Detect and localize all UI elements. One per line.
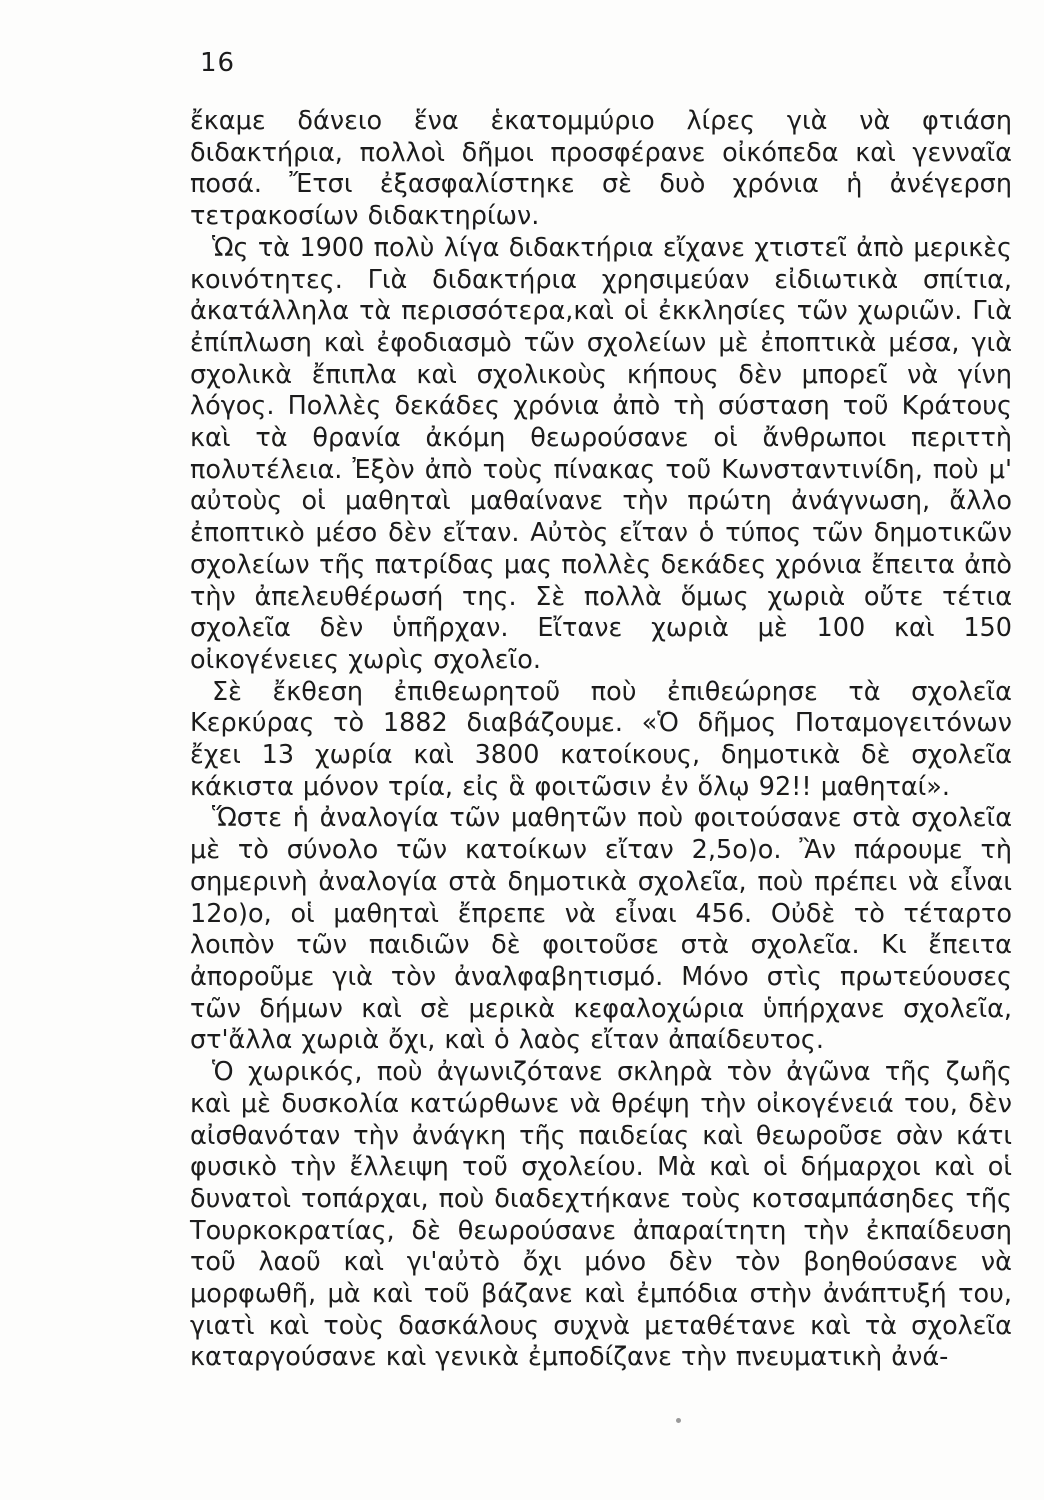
page-number: 16 <box>200 48 236 78</box>
ink-speck <box>676 1418 681 1423</box>
paragraph: Ὥστε ἡ ἀναλογία τῶν μαθητῶν ποὺ φοιτούσανε στὰ σχολεῖα μὲ τὸ σύνολο τῶν κατοίκων εἴταν 2,5ο)ο. Ἂν πάρουμε τὴ σημερινὴ ἀναλογία στὰ δημοτικὰ σχολεῖα, ποὺ πρέπει νὰ εἶναι 12ο)ο, οἱ μαθηταὶ ἔπρεπε νὰ εἶναι 456. Οὐδὲ τὸ τέταρτο λοιπὸν τῶν παιδιῶν δὲ φοιτοῦσε στὰ σχολεῖα. Κι ἔπειτα ἀποροῦμε γιὰ τὸν ἀναλφαβητισμό. Μόνο στὶς πρωτεύουσες τῶν δήμων καὶ σὲ μερικὰ κεφαλοχώρια ὑπήρχανε σχολεῖα, στ'ἄλλα χωριὰ ὄχι, καὶ ὁ λαὸς εἴταν ἀπαίδευτος. <box>190 803 1012 1056</box>
paragraph: ἔκαμε δάνειο ἕνα ἑκατομμύριο λίρες γιὰ νὰ φτιάση διδακτήρια, πολλοὶ δῆμοι προσφέρανε οἰκόπεδα καὶ γενναῖα ποσά. Ἔτσι ἐξασφαλίστηκε σὲ δυὸ χρόνια ἡ ἀνέγερση τετρακοσίων διδακτηρίων. <box>190 106 1012 232</box>
paragraph: Ὡς τὰ 1900 πολὺ λίγα διδακτήρια εἴχανε χτιστεῖ ἀπὸ μερικὲς κοινότητες. Γιὰ διδακτήρια χρησιμεύαν εἰδιωτικὰ σπίτια, ἀκατάλληλα τὰ περισσότερα,καὶ οἱ ἐκκλησίες τῶν χωριῶν. Γιὰ ἐπίπλωση καὶ ἐφοδιασμὸ τῶν σχολείων μὲ ἐποπτικὰ μέσα, γιὰ σχολικὰ ἔπιπλα καὶ σχολικοὺς κήπους δὲν μπορεῖ νὰ γίνη λόγος. Πολλὲς δεκάδες χρόνια ἀπὸ τὴ σύσταση τοῦ Κράτους καὶ τὰ θρανία ἀκόμη θεωρούσανε οἱ ἄνθρωποι περιττὴ πολυτέλεια. Ἐξὸν ἀπὸ τοὺς πίνακας τοῦ Κωνσταντινίδη, ποὺ μ' αὐτοὺς οἱ μαθηταὶ μαθαίνανε τὴν πρώτη ἀνάγνωση, ἄλλο ἐποπτικὸ μέσο δὲν εἴταν. Αὐτὸς εἴταν ὁ τύπος τῶν δημοτικῶν σχολείων τῆς πατρίδας μας πολλὲς δεκάδες χρόνια ἔπειτα ἀπὸ τὴν ἀπελευθέρωσή της. Σὲ πολλὰ ὅμως χωριὰ οὔτε τέτια σχολεῖα δὲν ὑπῆρχαν. Εἴτανε χωριὰ μὲ 100 καὶ 150 οἰκογένειες χωρὶς σχολεῖο. <box>190 232 1012 675</box>
paragraph: Σὲ ἔκθεση ἐπιθεωρητοῦ ποὺ ἐπιθεώρησε τὰ σχολεῖα Κερκύρας τὸ 1882 διαβάζουμε. «Ὁ δῆμος Ποταμογειτόνων ἔχει 13 χωρία καὶ 3800 κατοίκους, δημοτικὰ δὲ σχολεῖα κάκιστα μόνον τρία, εἰς ἃ φοιτῶσιν ἐν ὅλῳ 92!! μαθηταί». <box>190 676 1012 802</box>
body-text <box>190 106 1012 1374</box>
paragraph: Ὁ χωρικός, ποὺ ἀγωνιζότανε σκληρὰ τὸν ἀγῶνα τῆς ζωῆς καὶ μὲ δυσκολία κατώρθωνε νὰ θρέψη τὴν οἰκογένειά του, δὲν αἰσθανόταν τὴν ἀνάγκη τῆς παιδείας καὶ θεωροῦσε σὰν κάτι φυσικὸ τὴν ἔλλειψη τοῦ σχολείου. Μὰ καὶ οἱ δήμαρχοι καὶ οἱ δυνατοὶ τοπάρχαι, ποὺ διαδεχτήκανε τοὺς κοτσαμπάσηδες τῆς Τουρκοκρατίας, δὲ θεωρούσανε ἀπαραίτητη τὴν ἐκπαίδευση τοῦ λαοῦ καὶ γι'αὐτὸ ὄχι μόνο δὲν τὸν βοηθούσανε νὰ μορφωθῆ, μὰ καὶ τοῦ βάζανε καὶ ἐμπόδια στὴν ἀνάπτυξή του, γιατὶ καὶ τοὺς δασκάλους συχνὰ μεταθέτανε καὶ τὰ σχολεῖα καταργούσανε καὶ γενικὰ ἐμποδίζανε τὴν πνευματικὴ ἀνά- <box>190 1057 1012 1373</box>
